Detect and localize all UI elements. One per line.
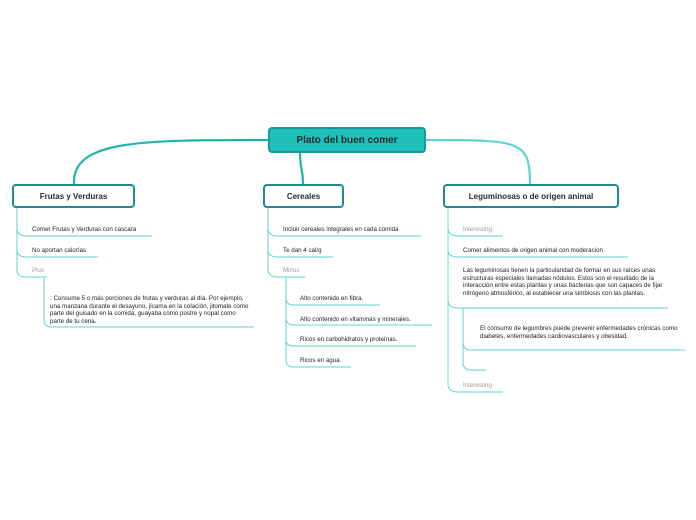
- list-item-label-interesting[interactable]: Interesting: [463, 382, 492, 389]
- list-item[interactable]: Te dan 4 cal/g: [283, 247, 322, 254]
- list-item[interactable]: Alto contenido en vitaminas y minerales.: [300, 316, 411, 323]
- root-topic-label: Plato del buen comer: [296, 134, 398, 146]
- root-topic[interactable]: [268, 127, 426, 153]
- leguminosas-leaf-lines: [448, 207, 685, 392]
- connector-cereales: [300, 153, 303, 184]
- list-item-label-minus[interactable]: Minus: [283, 267, 300, 274]
- branch-cereales[interactable]: [263, 184, 344, 208]
- branch-label: Leguminosas o de origen animal: [468, 191, 594, 201]
- connector-leguminosas: [426, 140, 530, 184]
- list-item[interactable]: Comer alimentos de origen animal con moderacion: [463, 247, 603, 254]
- list-item[interactable]: Alto contenido en fibra.: [300, 295, 364, 302]
- list-item[interactable]: Las leguminosas tienen la particularidad de formar en sus raíces unas estructuras especiales llamadas nódulos. Estos son el resultado de la interacción entre estas plantas y unas bacterias que son capaces de fijar nitrógeno atmosférico, al establecer una simbiosis con las plantas.: [463, 267, 663, 297]
- list-item[interactable]: Comer Frutas y Verduras con cascara: [32, 226, 137, 233]
- branch-label: Frutas y Verduras: [39, 191, 108, 201]
- list-item-label-interesting[interactable]: Interesting: [463, 226, 492, 233]
- branch-leguminosas[interactable]: [443, 184, 619, 208]
- list-item[interactable]: No aportan calorías: [32, 247, 86, 254]
- list-item-label-plus[interactable]: Plus: [32, 267, 45, 274]
- branch-label: Cereales: [286, 191, 321, 201]
- list-item[interactable]: Ricos en agua.: [300, 357, 342, 364]
- list-item[interactable]: El consumo de legumbres puede prevenir enfermedades crónicas como diabetes, enfermedades cardiovasculares y obesidad.: [480, 325, 678, 340]
- branch-frutas-y-verduras[interactable]: [12, 184, 135, 208]
- list-item[interactable]: Incluir cereales integrales en cada comida: [283, 226, 399, 233]
- list-item[interactable]: : Consume 5 o más porciones de frutas y verduras al día. Por ejemplo, una manzana durante el desayuno, jícama en la colación, jitomate como parte del guisado en la comida, guayaba como postre y nopal como parte de tu cena.: [50, 295, 249, 325]
- list-item[interactable]: Ricos en carbohidratos y proteínas.: [300, 336, 398, 343]
- connector-frutas: [74, 140, 268, 184]
